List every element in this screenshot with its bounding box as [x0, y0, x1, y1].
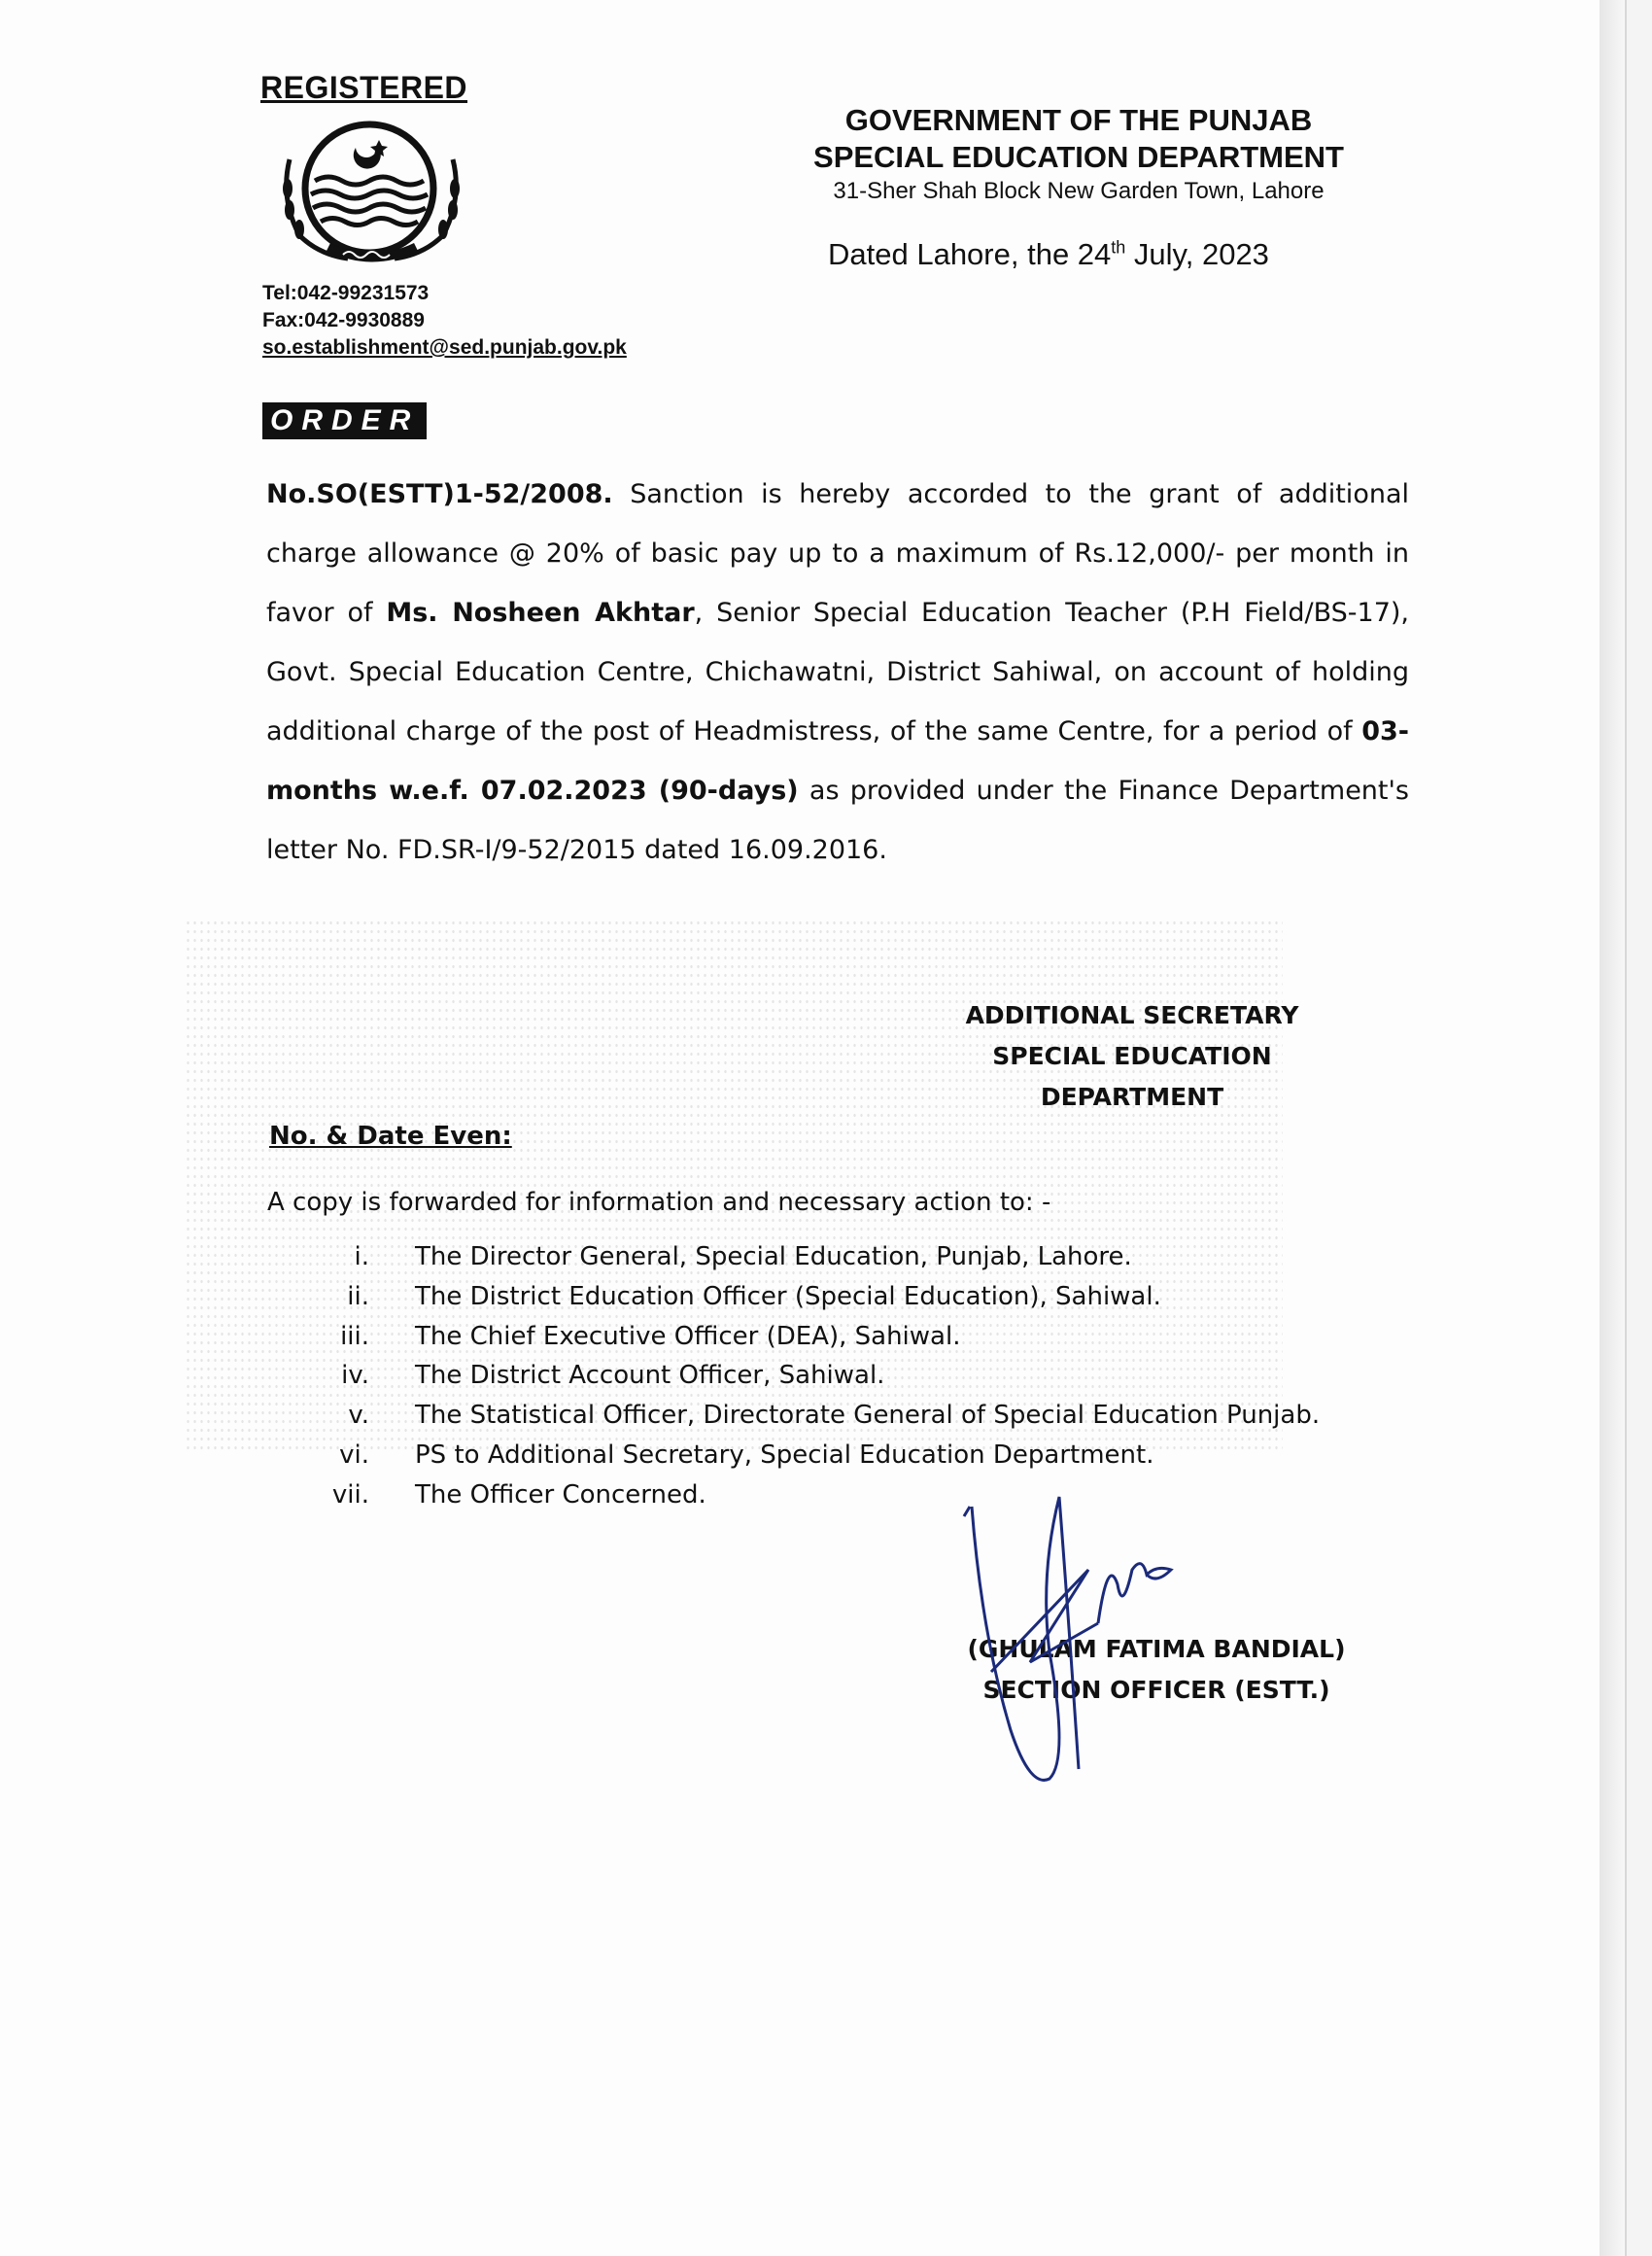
list-item-text: The Statistical Officer, Directorate General of Special Education Punjab. — [415, 1401, 1321, 1431]
order-heading: ORDER — [262, 402, 427, 439]
registered-label: REGISTERED — [260, 70, 468, 105]
punjab-government-logo — [270, 121, 474, 276]
list-item-number: vi. — [339, 1440, 369, 1470]
list-item-text: The District Account Officer, Sahiwal. — [415, 1361, 885, 1391]
officer-name: (GHULAM FATIMA BANDIAL) — [967, 1635, 1346, 1663]
list-item-number: ii. — [347, 1281, 369, 1311]
issue-date — [828, 237, 1269, 272]
list-item — [292, 1242, 1409, 1282]
list-item — [292, 1282, 1409, 1322]
list-item-number: vii. — [331, 1479, 369, 1510]
list-item-number: v. — [348, 1401, 369, 1431]
department-title: SPECIAL EDUCATION DEPARTMENT — [813, 140, 1344, 174]
email-link[interactable]: so.establishment@sed.punjab.gov.pk — [262, 336, 627, 359]
handwritten-signature — [952, 1477, 1224, 1798]
no-and-date-even: No. & Date Even: — [269, 1122, 512, 1151]
additional-secretary-line-1: ADDITIONAL SECRETARY — [965, 1001, 1299, 1029]
list-item-text: The Chief Executive Officer (DEA), Sahiwal. — [415, 1321, 961, 1351]
issue-date-ordinal: th — [1111, 237, 1126, 258]
contact-block — [262, 280, 627, 362]
list-item-number: i. — [354, 1242, 369, 1271]
copy-forwarded-intro: A copy is forwarded for information and necessary action to: - — [267, 1188, 1051, 1217]
list-item — [292, 1440, 1409, 1480]
additional-secretary-line-2: SPECIAL EDUCATION — [992, 1042, 1272, 1070]
additional-secretary-block — [923, 995, 1341, 1118]
additional-secretary-line-3: DEPARTMENT — [1040, 1083, 1224, 1111]
list-item-number: iii. — [340, 1321, 369, 1351]
list-item — [292, 1361, 1409, 1401]
list-item — [292, 1480, 1409, 1520]
list-item-text: The District Education Officer (Special Education), Sahiwal. — [415, 1281, 1161, 1311]
issue-date-prefix: Dated Lahore, the 24 — [828, 237, 1112, 271]
department-header — [768, 102, 1390, 207]
government-title: GOVERNMENT OF THE PUNJAB — [844, 103, 1313, 137]
order-text-part-2: , Senior Special Education Teacher (P.H Field/BS-17), Govt. Special Education Centre, Chichawatni, District Sahiwal, on account of holding additional charge of the post of Headmistress, of the same Centre, for a period of — [266, 598, 1410, 746]
list-item — [292, 1322, 1409, 1362]
list-item-text: The Director General, Special Education, Punjab, Lahore. — [415, 1242, 1132, 1271]
officer-designation: SECTION OFFICER (ESTT.) — [982, 1676, 1330, 1704]
copy-distribution-list — [292, 1242, 1409, 1520]
teacher-name: Ms. Nosheen Akhtar — [386, 598, 695, 628]
issue-date-suffix: July, 2023 — [1125, 237, 1269, 271]
order-reference-number: No.SO(ESTT)1-52/2008. — [266, 479, 613, 509]
department-address: 31-Sher Shah Block New Garden Town, Lahore — [833, 178, 1325, 204]
order-text-part-1: Sanction is hereby accorded to the grant of additional charge allowance @ 20% of basic pay up to a maximum of Rs.12,000/- per month in favor of — [266, 479, 1409, 628]
charge-period: 03-months w.e.f. 07.02.2023 (90-days) — [266, 716, 1409, 806]
order-paragraph — [266, 465, 1409, 880]
order-text-part-3: as provided under the Finance Department's letter No. FD.SR-I/9-52/2015 dated 16.09.2016. — [266, 776, 1409, 865]
page-edge-shadow — [1600, 0, 1625, 2256]
fax-number: Fax:042-9930889 — [262, 309, 425, 331]
list-item — [292, 1401, 1409, 1440]
list-item-text: PS to Additional Secretary, Special Education Department. — [415, 1440, 1154, 1470]
list-item-number: iv. — [341, 1361, 369, 1391]
telephone-number: Tel:042-99231573 — [262, 282, 430, 304]
list-item-text: The Officer Concerned. — [415, 1479, 706, 1510]
